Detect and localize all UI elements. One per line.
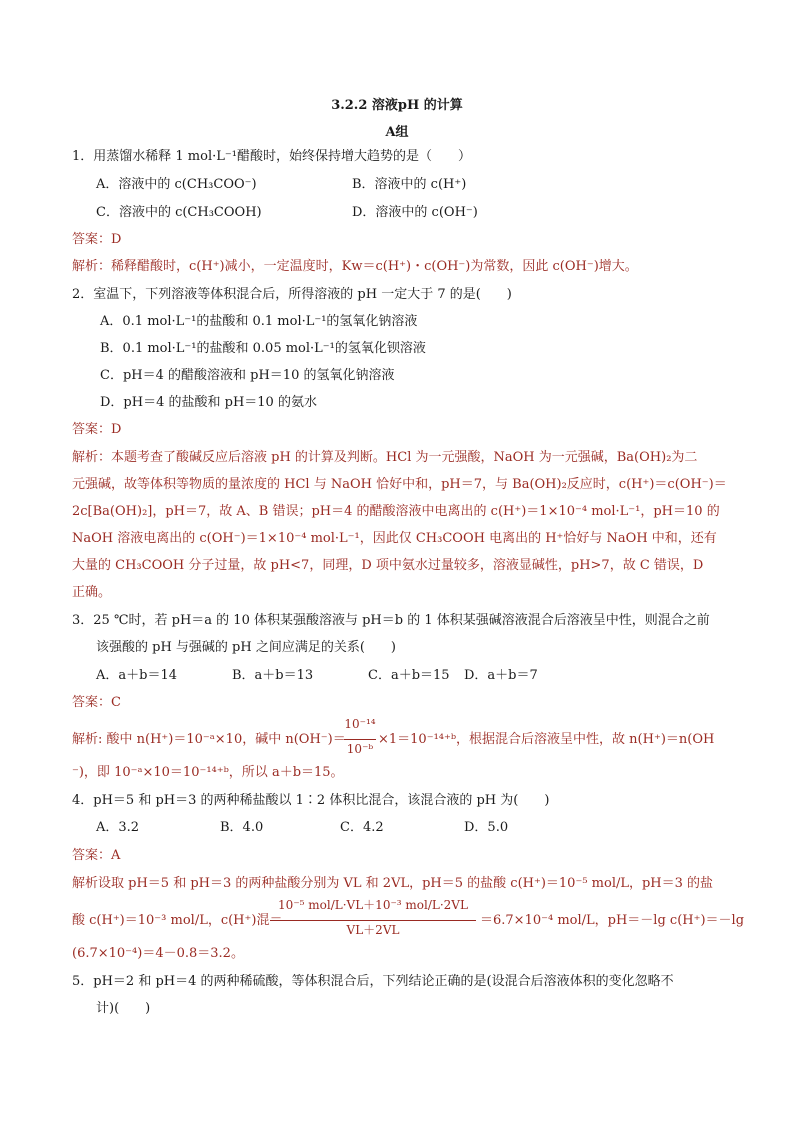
answer-4: 答案：A [72,848,121,863]
question-5-line-2: 计)( ) [96,1001,151,1016]
option-2c: C．pH＝4 的醋酸溶液和 pH＝10 的氢氧化钠溶液 [100,368,395,383]
fraction-3-denominator: 10⁻ᵇ [346,742,374,756]
explanation-2-line-2: 元强碱，故等体积等物质的量浓度的 HCl 与 NaOH 恰好中和，pH＝7，与 Ba(OH)₂反应时，c(H⁺)＝c(OH⁻)＝ [72,477,727,492]
option-4b: B．4.0 [220,820,264,835]
option-2d: D．pH＝4 的盐酸和 pH＝10 的氨水 [100,395,317,410]
option-4c: C．4.2 [340,820,384,835]
explanation-4-suffix: ＝6.7×10⁻⁴ mol/L，pH＝－lg c(H⁺)＝－lg [480,913,745,928]
explanation-1: 解析：稀释醋酸时，c(H⁺)减小，一定温度时，Kw＝c(H⁺)・c(OH⁻)为常数，因此 c(OH⁻)增大。 [72,259,638,274]
option-2b: B．0.1 mol·L⁻¹的盐酸和 0.05 mol·L⁻¹的氢氧化钡溶液 [100,341,426,356]
explanation-2-line-6: 正确。 [72,585,112,600]
fraction-4-bar [270,920,476,921]
document-title: 3.2.2 溶液pH 的计算 [331,98,463,113]
question-3-line-2: 该强酸的 pH 与强碱的 pH 之间应满足的关系( ) [96,640,396,655]
explanation-4-line-3: (6.7×10⁻⁴)＝4－0.8＝3.2。 [72,946,244,961]
fraction-4-denominator: VL＋2VL [346,923,400,937]
explanation-2-line-5: 大量的 CH₃COOH 分子过量，故 pH<7，同理，D 项中氨水过量较多，溶液显碱性，pH>7，故 C 错误，D [72,558,704,573]
option-3b: B．a＋b＝13 [232,668,314,683]
option-1d: D．溶液中的 c(OH⁻) [352,205,478,220]
explanation-4-line-1: 解析设取 pH＝5 和 pH＝3 的两种盐酸分别为 VL 和 2VL，pH＝5 的盐酸 c(H⁺)＝10⁻⁵ mol/L，pH＝3 的盐 [72,876,714,891]
explanation-3-prefix: 解析: 酸中 n(H⁺)＝10⁻ᵃ×10，碱中 n(OH⁻)＝ [72,732,346,747]
fraction-3-numerator: 10⁻¹⁴ [344,717,376,731]
explanation-3-line-2: ⁻)，即 10⁻ᵃ×10＝10⁻¹⁴⁺ᵇ，所以 a＋b＝15。 [72,765,344,780]
explanation-2-line-4: NaOH 溶液电离出的 c(OH⁻)＝1×10⁻⁴ mol·L⁻¹，因此仅 CH₃COOH 电离出的 H⁺恰好与 NaOH 中和，还有 [72,531,717,546]
answer-1: 答案：D [72,232,122,247]
question-3-line-1: 3．25 ℃时，若 pH＝a 的 10 体积某强酸溶液与 pH＝b 的 1 体积某强碱溶液混合后溶液呈中性，则混合之前 [72,613,710,628]
question-2: 2．室温下，下列溶液等体积混合后，所得溶液的 pH 一定大于 7 的是( ) [72,287,512,302]
option-4d: D．5.0 [464,820,509,835]
option-3a: A．a＋b＝14 [96,668,178,683]
option-3c: C．a＋b＝15 [368,668,450,683]
answer-2: 答案：D [72,422,122,437]
option-4a: A．3.2 [96,820,140,835]
question-5-line-1: 5．pH＝2 和 pH＝4 的两种稀硫酸，等体积混合后，下列结论正确的是(设混合后溶液体积的变化忽略不 [72,974,674,989]
explanation-3-suffix: ×1＝10⁻¹⁴⁺ᵇ，根据混合后溶液呈中性，故 n(H⁺)＝n(OH [378,732,715,747]
fraction-4-numerator: 10⁻⁵ mol/L·VL＋10⁻³ mol/L·2VL [278,898,468,912]
option-1a: A．溶液中的 c(CH₃COO⁻) [96,177,257,192]
group-heading: A组 [385,125,409,140]
explanation-4-prefix: 酸 c(H⁺)＝10⁻³ mol/L，c(H⁺)混＝ [72,913,283,928]
explanation-2-line-3: 2c[Ba(OH)₂]，pH＝7，故 A、B 错误；pH＝4 的醋酸溶液中电离出的 c(H⁺)＝1×10⁻⁴ mol·L⁻¹，pH＝10 的 [72,504,720,519]
option-3d: D．a＋b＝7 [464,668,538,683]
option-1b: B．溶液中的 c(H⁺) [352,177,467,192]
option-1c: C．溶液中的 c(CH₃COOH) [96,205,262,220]
question-4: 4．pH＝5 和 pH＝3 的两种稀盐酸以 1∶2 体积比混合，该混合液的 pH 为( ) [72,793,550,808]
option-2a: A．0.1 mol·L⁻¹的盐酸和 0.1 mol·L⁻¹的氢氧化钠溶液 [100,314,418,329]
explanation-2-line-1: 解析：本题考查了酸碱反应后溶液 pH 的计算及判断。HCl 为一元强酸，NaOH 为一元强碱，Ba(OH)₂为二 [72,450,698,465]
question-1: 1．用蒸馏水稀释 1 mol·L⁻¹醋酸时，始终保持增大趋势的是（ ） [72,149,471,164]
fraction-3-bar [344,739,376,740]
answer-3: 答案：C [72,695,121,710]
